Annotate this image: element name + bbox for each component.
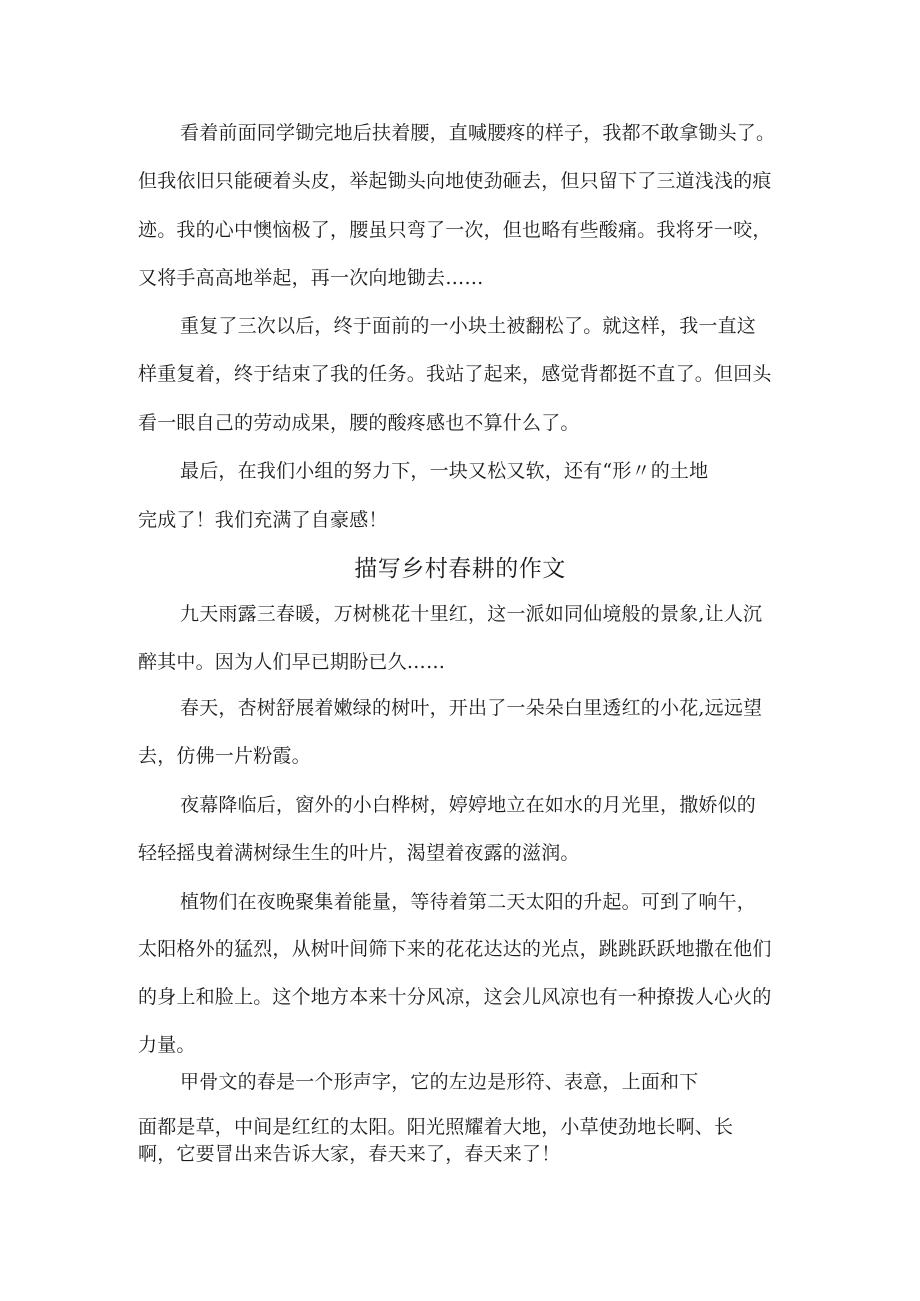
paragraph-line: 甲骨文的春是一个形声字，它的左边是形符、表意，上面和下 bbox=[180, 1071, 699, 1093]
paragraph-line: 迹。我的心中懊恼极了，腰虽只弯了一次，但也略有些酸痛。我将牙一咬， bbox=[138, 219, 772, 241]
paragraph-line: 去，仿佛一片粉霞。 bbox=[138, 745, 311, 767]
essay-title: 描写乡村春耕的作文 bbox=[354, 556, 566, 582]
paragraph-line: 九天雨露三春暖，万树桃花十里红，这一派如同仙境般的景象,让人沉 bbox=[180, 603, 763, 625]
paragraph-line: 啊，它要冒出来告诉大家，春天来了，春天来了！ bbox=[138, 1143, 561, 1165]
paragraph-line: 太阳格外的猛烈，从树叶间筛下来的花花达达的光点，跳跳跃跃地撒在他们 bbox=[138, 938, 772, 960]
paragraph-line: 轻轻摇曳着满树绿生生的叶片，渴望着夜露的滋润。 bbox=[138, 842, 580, 864]
paragraph-line: 力量。 bbox=[138, 1034, 196, 1056]
paragraph-line: 看一眼自己的劳动成果，腰的酸疼感也不算什么了。 bbox=[138, 412, 580, 434]
paragraph-line: 醉其中。因为人们早已期盼已久…… bbox=[138, 651, 446, 673]
paragraph-line: 样重复着，终于结束了我的任务。我站了起来，感觉背都挺不直了。但回头 bbox=[138, 363, 772, 385]
paragraph-line: 面都是草，中间是红红的太阳。阳光照耀着大地，小草使劲地长啊、长 bbox=[138, 1116, 734, 1138]
paragraph-line: 夜幕降临后，窗外的小白桦树，婷婷地立在如水的月光里，撒娇似的 bbox=[180, 794, 757, 816]
paragraph-line: 看着前面同学锄完地后扶着腰，直喊腰疼的样子，我都不敢拿锄头了。 bbox=[180, 122, 776, 144]
paragraph-line: 又将手高高地举起，再一次向地锄去…… bbox=[138, 267, 484, 289]
paragraph-line: 但我依旧只能硬着头皮，举起锄头向地使劲砸去，但只留下了三道浅浅的痕 bbox=[138, 170, 772, 192]
paragraph-line: 最后，在我们小组的努力下，一块又松又软，还有“形〃的土地 bbox=[180, 460, 709, 482]
paragraph-line: 的身上和脸上。这个地方本来十分风凉，这会儿风凉也有一种撩拨人心火的 bbox=[138, 986, 772, 1008]
paragraph-line: 重复了三次以后，终于面前的一小块土被翻松了。就这样，我一直这 bbox=[180, 315, 757, 337]
paragraph-line: 春天，杏树舒展着嫩绿的树叶，开出了一朵朵白里透红的小花,远远望 bbox=[180, 697, 763, 719]
paragraph-line: 植物们在夜晚聚集着能量，等待着第二天太阳的升起。可到了响午， bbox=[180, 891, 757, 913]
paragraph-line: 完成了！我们充满了自豪感！ bbox=[138, 509, 388, 531]
